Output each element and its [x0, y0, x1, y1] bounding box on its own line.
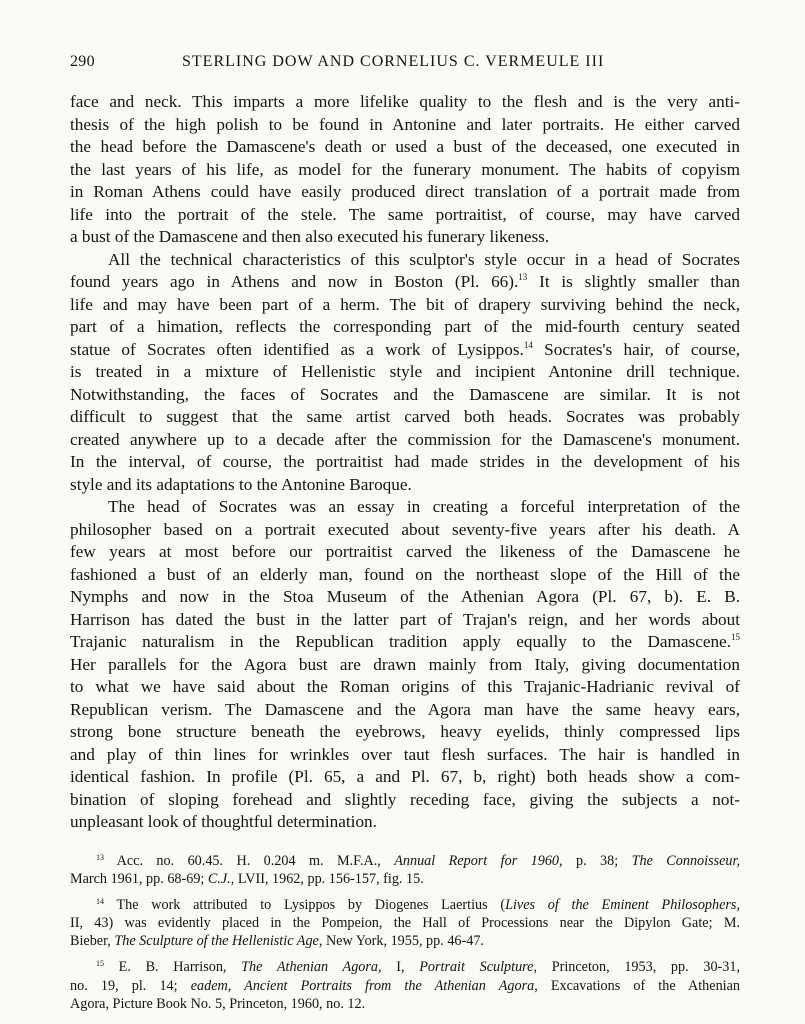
footnote-ref-15[interactable]: 15 [731, 632, 740, 642]
text-line: the head before the Damascene's death or used a bust of the deceased, one executed in [70, 137, 740, 156]
footnote-line: II, 43) was evidently placed in the Pompeion, the Hall of Processions near the Dipylon Gate; M. [70, 915, 740, 932]
text-segment: Socrates's hair, of course, [532, 339, 740, 359]
text-line: unpleasant look of thoughtful determination. [70, 812, 377, 831]
italic-title: The Sculpture of the Hellenistic Age [114, 933, 319, 950]
text-line: The head of Socrates was an essay in creating a forceful interpretation of the [108, 497, 740, 516]
text-line: Nymphs and now in the Stoa Museum of the Athenian Agora (Pl. 67, b). E. B. [70, 587, 740, 606]
footnote-number: 13 [96, 853, 104, 862]
text-segment: It is slightly smaller than [527, 272, 740, 291]
footnote-ref-13[interactable]: 13 [518, 272, 528, 282]
paragraph-1 [70, 91, 740, 249]
footnote-number: 14 [96, 897, 104, 907]
text-line: In the interval, of course, the portraitist had made strides in the development of his [70, 452, 740, 471]
italic-title: Annual Report for 1960 [394, 853, 560, 869]
footnotes [70, 852, 740, 1013]
running-head-authors: STERLING DOW AND CORNELIUS C. VERMEULE III [182, 53, 605, 70]
text-line: difficult to suggest that the same artist carved both heads. Socrates was probably [70, 407, 740, 426]
text-segment: , LVII, 1962, pp. 156-157, fig. 15. [230, 871, 424, 888]
text-line: Notwithstanding, the faces of Socrates and the Damascene are similar. It is not [70, 384, 740, 404]
text-line: identical fashion. In profile (Pl. 65, a and Pl. 67, b, right) both heads show a com- [70, 767, 740, 786]
text-segment: , Princeton, 1953, pp. 30-31, [533, 959, 740, 976]
text-line: strong bone structure beneath the eyebrows, heavy eyelids, thinly compressed lips [70, 722, 740, 741]
text-line: Republican verism. The Damascene and the Agora man have the same heavy ears, [70, 699, 740, 719]
text-line [70, 339, 740, 362]
body-text [70, 91, 740, 834]
footnote-line [70, 958, 740, 976]
text-segment: , I, [378, 959, 420, 976]
page-number: 290 [70, 53, 95, 70]
footnote-13 [70, 852, 740, 888]
italic-title: The Connoisseur, [631, 853, 740, 869]
text-segment: , New York, 1955, pp. 46-47. [318, 933, 484, 950]
text-line: face and neck. This imparts a more lifelike quality to the flesh and is the very anti- [70, 92, 740, 111]
footnote-ref-14[interactable]: 14 [523, 339, 533, 350]
italic-title: The Athenian Agora [241, 959, 379, 976]
footnote-15 [70, 958, 740, 1012]
paragraph-3 [70, 496, 740, 834]
text-segment: , p. 38; [559, 853, 632, 869]
text-segment: statue of Socrates often identified as a work of Lysippos. [70, 339, 524, 359]
text-line: All the technical characteristics of this sculptor's style occur in a head of Socrates [108, 249, 740, 269]
text-segment: Trajanic naturalism in the Republican tradition apply equally to the Damascene. [70, 632, 731, 651]
text-line: in Roman Athens could have easily produced direct translation of a portrait made from [70, 182, 740, 201]
italic-title: Portrait Sculpture [419, 959, 534, 976]
text-line: life and may have been part of a herm. The bit of drapery surviving behind the neck, [70, 294, 740, 314]
italic-title: C.J. [207, 871, 231, 888]
footnote-line [70, 932, 740, 950]
text-line: to what we have said about the Roman origins of this Trajanic-Hadrianic revival of [70, 677, 740, 696]
text-line: philosopher based on a portrait executed about seventy-five years after his death. A [70, 519, 740, 539]
text-segment: , Excavations of the Athenian [534, 977, 740, 994]
text-line: life into the portrait of the stele. The same portraitist, of course, may have carved [70, 204, 740, 224]
italic-title: Lives of the Eminent Philosophers, [505, 897, 740, 914]
text-line: style and its adaptations to the Antonine Baroque. [70, 474, 412, 494]
text-line [70, 631, 740, 654]
text-line: bination of sloping forehead and slightly receding face, giving the subjects a not- [70, 789, 740, 809]
text-line: a bust of the Damascene and then also executed his funerary likeness. [70, 227, 550, 246]
footnote-line [70, 977, 740, 995]
paragraph-2 [70, 249, 740, 497]
text-line: is treated in a mixture of Hellenistic style and incipient Antonine drill technique. [70, 362, 740, 381]
text-segment: Bieber, [70, 933, 115, 950]
text-line: Harrison has dated the bust in the latter part of Trajan's reign, and her words about [70, 609, 740, 629]
footnote-14 [70, 896, 740, 950]
text-line: and play of thin lines for wrinkles over taut flesh surfaces. The hair is handled in [70, 744, 740, 764]
text-segment: Acc. no. 60.45. H. 0.204 m. M.F.A., [104, 853, 395, 869]
footnote-line [70, 852, 740, 870]
italic-title: eadem, Ancient Portraits from the Athenian Agora [190, 977, 535, 994]
text-line: fashioned a bust of an elderly man, found on the northeast slope of the Hill of the [70, 564, 740, 584]
text-line: few years at most before our portraitist carved the likeness of the Damascene he [70, 542, 740, 561]
text-segment: March 1961, pp. 68-69; [70, 871, 208, 888]
text-line: Her parallels for the Agora bust are drawn mainly from Italy, giving documentation [70, 654, 740, 674]
running-header [70, 50, 738, 74]
text-line: thesis of the high polish to be found in Antonine and later portraits. He either carved [70, 114, 740, 134]
footnote-line: Agora, Picture Book No. 5, Princeton, 1960, no. 12. [70, 995, 366, 1012]
footnote-line [70, 870, 740, 888]
text-line: part of a himation, reflects the corresponding part of the mid-fourth century seated [70, 317, 740, 336]
text-line: created anywhere up to a decade after the commission for the Damascene's monument. [70, 429, 740, 449]
footnote-line [70, 896, 740, 914]
text-line [70, 271, 740, 294]
footnote-number: 15 [96, 959, 104, 969]
text-line: the last years of his life, as model for the funerary monument. The habits of copyism [70, 159, 740, 179]
text-segment: no. 19, pl. 14; [70, 977, 191, 994]
text-segment: The work attributed to Lysippos by Diogenes Laertius ( [104, 897, 506, 914]
text-segment: found years ago in Athens and now in Boston (Pl. 66). [70, 272, 519, 291]
text-segment: E. B. Harrison, [104, 959, 242, 976]
